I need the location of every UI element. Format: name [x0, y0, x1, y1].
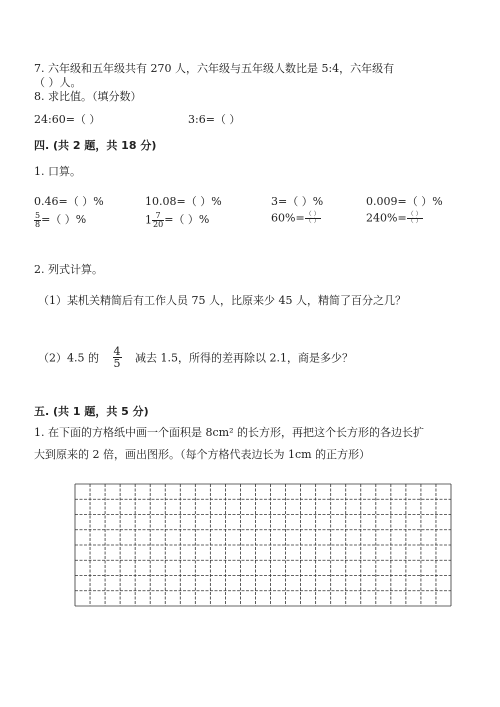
fraction-denominator: 5: [113, 357, 121, 370]
fraction-numerator: （ ）: [305, 210, 320, 218]
oral-calc-item-8-pre: 240%=: [366, 211, 407, 225]
oral-calc-item-5-rest: =（ ）%: [41, 213, 87, 226]
oral-calc-item-3: 3=（ ）%: [271, 195, 324, 208]
oral-calc-item-6-rest: =（ ）%: [164, 213, 210, 226]
q8-item2: 3:6=（ ）: [188, 113, 241, 126]
s4-q1-title: 1. 口算。: [34, 165, 81, 178]
blank-fraction: [305, 212, 321, 225]
fraction-numerator: 7: [152, 212, 164, 221]
s4-q2-2-pre: （2）4.5 的: [38, 351, 99, 365]
fraction-denominator: （ ）: [407, 217, 422, 225]
s4-q2-2: [38, 346, 353, 369]
oral-calc-item-7-pre: 60%=: [271, 211, 305, 225]
oral-calc-item-4: 0.009=（ ）%: [366, 195, 443, 208]
s4-q2-1: （1）某机关精简后有工作人员 75 人，比原来少 45 人，精简了百分之几？: [38, 294, 406, 307]
fraction-numerator: 5: [35, 210, 41, 220]
fraction-4-5: [113, 346, 122, 369]
oral-calc-item-1: 0.46=（ ）%: [34, 195, 104, 208]
oral-calc-item-6: [145, 211, 209, 229]
s4-q2-2-post: 减去 1.5，所得的差再除以 2.1，商是多少？: [135, 351, 353, 365]
s5-q1-line2: 大到原来的 2 倍，画出图形。（每个方格代表边长为 1cm 的正方形）: [34, 448, 371, 461]
q7-line1: 7. 六年级和五年级共有 270 人，六年级与五年级人数比是 5:4，六年级有: [34, 62, 395, 75]
section4-title: 四. (共 2 题，共 18 分): [34, 139, 157, 152]
fraction-denominator: 20: [153, 219, 164, 229]
fraction-denominator: （ ）: [305, 217, 320, 225]
oral-calc-item-8: [366, 211, 423, 225]
s5-q1-line1: 1. 在下面的方格纸中画一个面积是 8cm² 的长方形，再把这个长方形的各边长扩: [34, 426, 424, 439]
q7-line2: （ ）人。: [34, 76, 82, 89]
fraction-numerator: 4: [113, 345, 121, 358]
mixed-number-whole: 1: [145, 213, 152, 227]
oral-calc-item-5: [34, 211, 86, 229]
fraction-7-20: [152, 212, 164, 229]
section5-title: 五. (共 1 题，共 5 分): [34, 405, 149, 418]
q8-title: 8. 求比值。（填分数）: [34, 90, 142, 103]
fraction-denominator: 8: [35, 219, 41, 229]
fraction-numerator: （ ）: [407, 210, 422, 218]
oral-calc-item-7: [271, 211, 321, 225]
blank-fraction: [407, 212, 423, 225]
oral-calc-item-2: 10.08=（ ）%: [145, 195, 222, 208]
q8-item1: 24:60=（ ）: [34, 113, 101, 126]
grid-paper[interactable]: [74, 483, 452, 607]
s4-q2-title: 2. 列式计算。: [34, 263, 103, 276]
